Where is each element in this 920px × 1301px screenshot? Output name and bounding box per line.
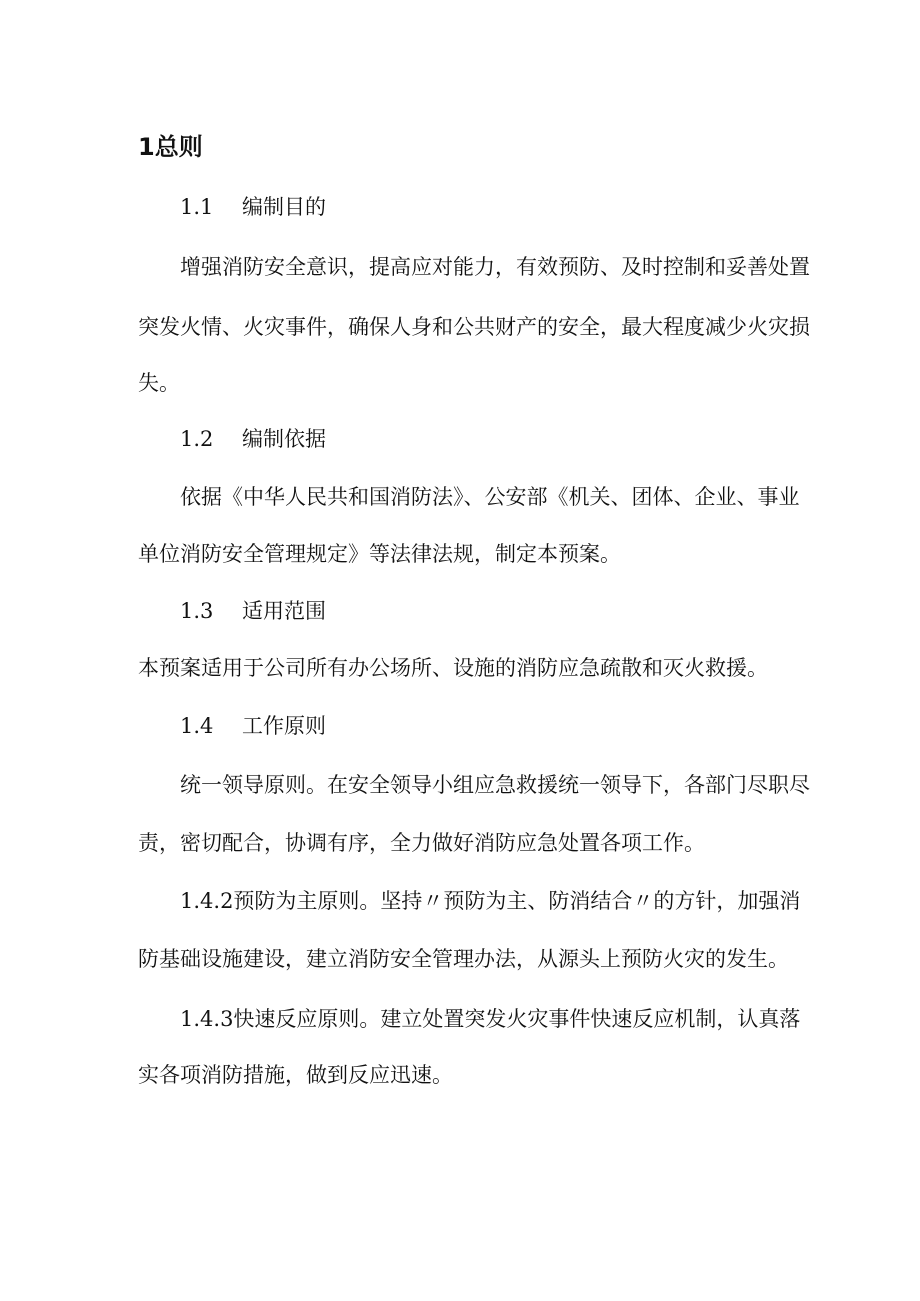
section-heading-1-1 [180,192,326,222]
paragraph-line: 本预案适用于公司所有办公场所、设施的消防应急疏散和灭火救援。 [138,656,768,680]
paragraph-line: 1.4.3快速反应原则。建立处置突发火灾事件快速反应机制，认真落 [180,1007,801,1031]
section-number: 1.3 [180,599,214,623]
section-number: 1.1 [180,195,214,219]
paragraph-line: 统一领导原则。在安全领导小组应急救援统一领导下，各部门尽职尽 [180,773,810,797]
section-heading-1-4 [180,711,326,741]
section-number: 1.2 [180,427,214,451]
section-heading-1-2 [180,424,326,454]
section-title: 工作原则 [242,714,326,738]
paragraph-line: 增强消防安全意识，提高应对能力，有效预防、及时控制和妥善处置 [180,255,810,279]
paragraph-line: 1.4.2预防为主原则。坚持〃预防为主、防消结合〃的方针，加强消 [180,889,801,913]
section-title: 编制目的 [242,195,326,219]
paragraph-line: 单位消防安全管理规定》等法律法规，制定本预案。 [138,542,621,566]
section-title: 编制依据 [242,427,326,451]
paragraph-line: 防基础设施建设，建立消防安全管理办法，从源头上预防火灾的发生。 [138,947,789,971]
section-title: 适用范围 [242,599,326,623]
section-heading-1-3 [180,596,326,626]
paragraph-line: 责，密切配合，协调有序，全力做好消防应急处置各项工作。 [138,831,705,855]
document-heading: 1总则 [138,133,203,161]
paragraph-line: 失。 [138,371,180,395]
section-number: 1.4 [180,714,214,738]
paragraph-line: 实各项消防措施，做到反应迅速。 [138,1063,453,1087]
paragraph-line: 突发火情、火灾事件，确保人身和公共财产的安全，最大程度减少火灾损 [138,315,810,339]
paragraph-line: 依据《中华人民共和国消防法》、公安部《机关、团体、企业、事业 [180,485,800,509]
